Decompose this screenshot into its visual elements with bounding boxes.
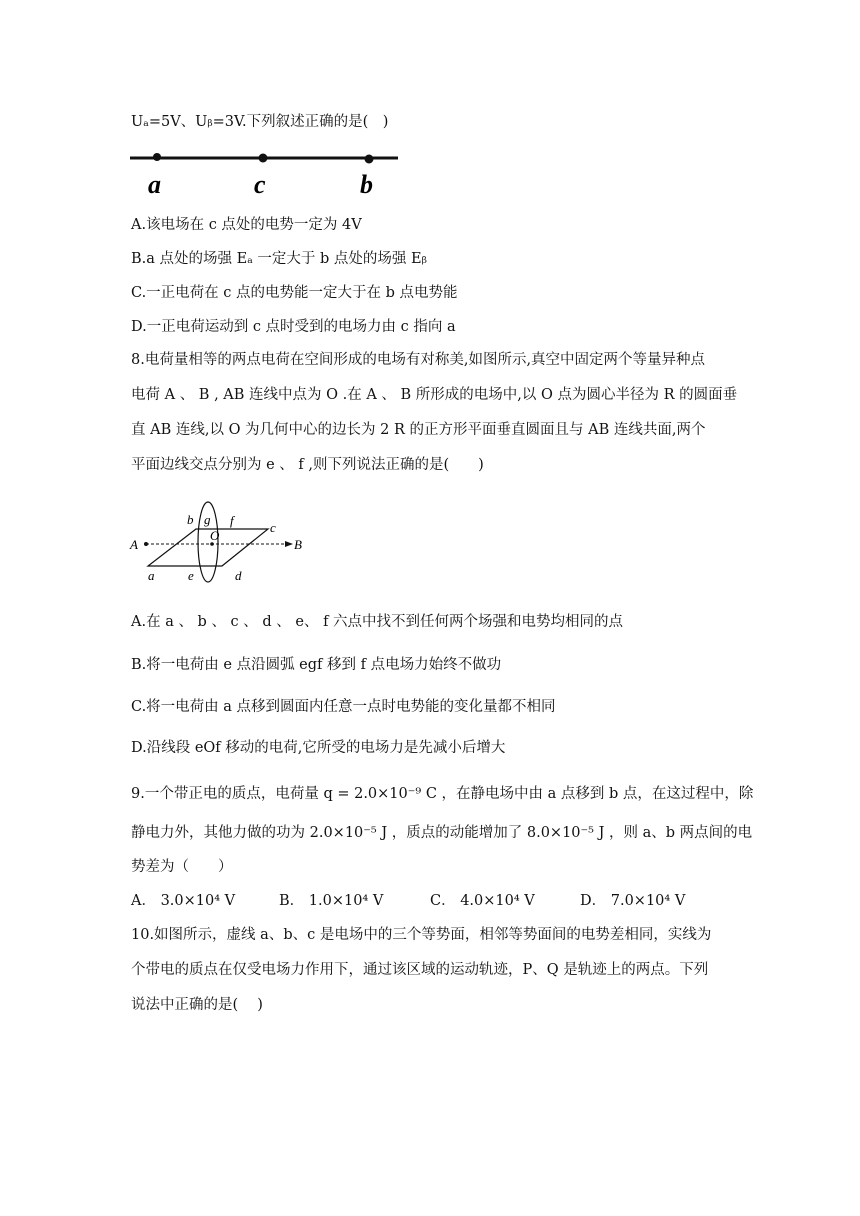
q9-option-d: D． 7.0×10⁴ V <box>580 893 686 909</box>
label-O: O <box>210 528 220 543</box>
label-c: c <box>270 520 276 535</box>
point-c-dot <box>259 154 268 163</box>
label-g: g <box>204 512 211 527</box>
label-f: f <box>230 513 234 528</box>
q8-option-c: C.将一电荷由 a 点移到圆面内任意一点时电势能的变化量都不相同 <box>131 699 556 715</box>
label-b: b <box>187 512 194 527</box>
label-B: B <box>294 537 302 552</box>
label-a: a <box>148 568 155 583</box>
charge-a-dot <box>144 542 148 546</box>
q8-stem-line-2: 电荷 A 、 B , AB 连线中点为 O .在 A 、 B 所形成的电场中,以 O 点为圆心半径为 R 的圆面垂 <box>131 387 738 403</box>
label-A: A <box>130 537 138 552</box>
q7-intro: Uₐ=5V、Uᵦ=3V.下列叙述正确的是( ) <box>131 114 389 130</box>
q9-stem-line-1: 9.一个带正电的质点，电荷量 q = 2.0×10⁻⁹ C ，在静电场中由 a 点移到 b 点，在这过程中，除 <box>131 786 754 802</box>
point-a-dot <box>153 153 161 161</box>
q10-stem-line-1: 10.如图所示，虚线 a、b、c 是电场中的三个等势面，相邻等势面间的电势差相同，实线为 <box>131 927 712 943</box>
q9-option-b: B． 1.0×10⁴ V <box>279 893 384 909</box>
q7-option-a: A.该电场在 c 点处的电势一定为 4V <box>131 217 362 233</box>
point-b-dot <box>365 155 374 164</box>
square-plane <box>148 529 268 566</box>
label-d: d <box>235 568 242 583</box>
arrow-head <box>285 541 293 547</box>
q10-stem-line-3: 说法中正确的是( ) <box>131 997 263 1013</box>
q9-stem-line-3: 势差为（ ） <box>131 859 233 875</box>
q8-figure <box>128 500 306 592</box>
q8-stem-line-1: 8.电荷量相等的两点电荷在空间形成的电场有对称美,如图所示,真空中固定两个等量异种点 <box>131 352 706 368</box>
label-e: e <box>188 568 194 583</box>
q9-option-a: A． 3.0×10⁴ V <box>131 893 236 909</box>
label-b: b <box>360 170 373 198</box>
q7-option-c: C.一正电荷在 c 点的电势能一定大于在 b 点电势能 <box>131 285 458 301</box>
q7-option-b: B.a 点处的场强 Eₐ 一定大于 b 点处的场强 Eᵦ <box>131 251 427 267</box>
q8-stem-line-4: 平面边线交点分别为 e 、 f ,则下列说法正确的是( ) <box>131 457 484 473</box>
q9-option-c: C． 4.0×10⁴ V <box>430 893 535 909</box>
q8-option-d: D.沿线段 eOf 移动的电荷,它所受的电场力是先减小后增大 <box>131 740 506 756</box>
q7-figure <box>128 143 403 198</box>
q10-stem-line-2: 个带电的质点在仅受电场力作用下，通过该区域的运动轨迹，P、Q 是轨迹上的两点。下列 <box>131 962 709 978</box>
q8-option-a: A.在 a 、 b 、 c 、 d 、 e、 f 六点中找不到任何两个场强和电势均相同的点 <box>131 614 624 630</box>
label-c: c <box>254 170 266 198</box>
label-a: a <box>148 170 161 198</box>
q9-stem-line-2: 静电力外，其他力做的功为 2.0×10⁻⁵ J ，质点的动能增加了 8.0×10⁻⁵ J ，则 a、b 两点间的电 <box>131 825 753 841</box>
q8-option-b: B.将一电荷由 e 点沿圆弧 egf 移到 f 点电场力始终不做功 <box>131 657 502 673</box>
q7-option-d: D.一正电荷运动到 c 点时受到的电场力由 c 指向 a <box>131 319 456 335</box>
q8-stem-line-3: 直 AB 连线,以 O 为几何中心的边长为 2 R 的正方形平面垂直圆面且与 AB 连线共面,两个 <box>131 422 706 438</box>
